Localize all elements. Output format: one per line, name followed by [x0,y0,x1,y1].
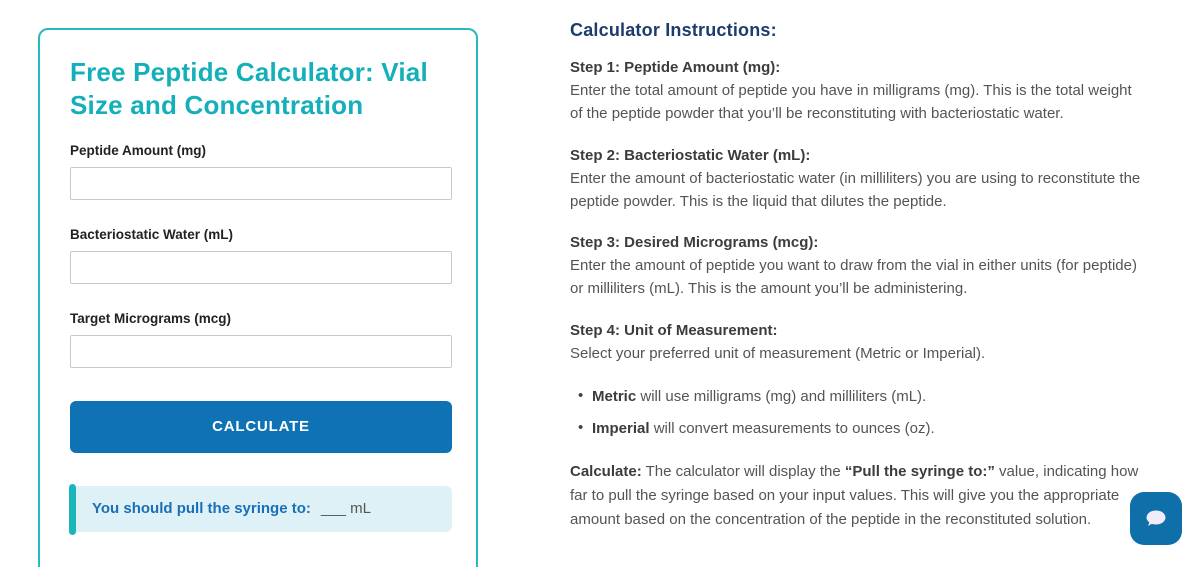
metric-bullet-bold: Metric [592,387,637,405]
peptide-amount-field-group [70,143,448,200]
step-1-body: Enter the total amount of peptide you have in milligrams (mg). This is the total weight of the peptide powder that you’ll be reconstituting with bacteriostatic water. [570,82,1132,123]
imperial-bullet-item [578,420,1148,437]
result-box [70,486,452,532]
result-label: You should pull the syringe to: [92,499,311,517]
instruction-step-4 [570,322,1148,365]
instructions-panel [570,20,1148,532]
peptide-amount-input[interactable] [70,167,452,200]
step-4-title: Step 4: Unit of Measurement: [570,321,778,339]
calculate-button[interactable]: CALCULATE [70,401,452,453]
bacteriostatic-water-label: Bacteriostatic Water (mL) [70,226,234,242]
metric-bullet-text: will use milligrams (mg) and milliliters (mL). [636,387,927,405]
target-micrograms-input[interactable] [70,335,452,368]
calculate-note-text-2: value, indicating how far to pull the syringe based on your input values. This will give you the appropriate amount based on the concentration of the peptide in the reconstituted solution. [570,462,1139,528]
peptide-amount-label: Peptide Amount (mg) [70,142,206,158]
unit-bullet-list [578,388,1148,437]
instruction-step-3 [570,234,1148,301]
step-3-title: Step 3: Desired Micrograms (mcg): [570,234,819,251]
step-2-body: Enter the amount of bacteriostatic water (in milliliters) you are using to reconstitute the peptide powder. This is the liquid that dilutes the peptide. [570,169,1141,210]
step-2-title: Step 2: Bacteriostatic Water (mL): [570,146,811,164]
step-4-body: Select your preferred unit of measurement (Metric or Imperial). [570,344,986,362]
imperial-bullet-text: will convert measurements to ounces (oz). [649,419,935,437]
peptide-calculator-card [38,28,478,567]
chat-bubble-icon [1143,507,1169,531]
calculate-note-bold-quote: “Pull the syringe to:” [844,462,995,480]
metric-bullet-item [578,388,1148,405]
instruction-step-2 [570,147,1148,214]
calculate-note [570,460,1148,532]
bacteriostatic-water-field-group [70,227,448,284]
calculate-note-bold-lead: Calculate: [570,462,642,480]
calculator-title: Free Peptide Calculator: Vial Size and Concentration [70,57,428,121]
imperial-bullet-bold: Imperial [592,419,650,437]
bacteriostatic-water-input[interactable] [70,251,452,284]
instructions-heading: Calculator Instructions: [570,20,777,40]
calculate-note-text-1: The calculator will display the [641,462,845,480]
step-1-title: Step 1: Peptide Amount (mg): [570,59,781,76]
target-micrograms-label: Target Micrograms (mcg) [70,310,232,326]
result-accent-bar [69,484,76,535]
target-micrograms-field-group [70,311,448,368]
chat-widget-button[interactable] [1130,492,1182,545]
result-value: ___ mL [320,499,371,517]
step-3-body: Enter the amount of peptide you want to draw from the vial in either units (for peptide) or milliliters (mL). This is the amount you’ll be administering. [570,257,1137,298]
instruction-step-1 [570,59,1148,126]
